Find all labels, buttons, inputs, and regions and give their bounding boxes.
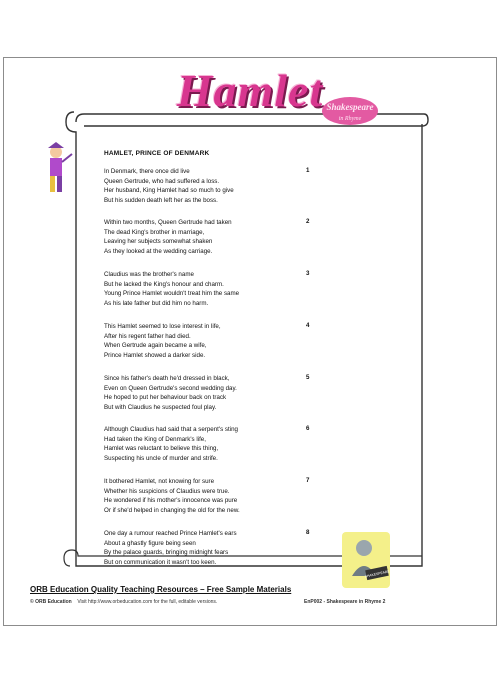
poet-label: SHAKESPEARE (364, 569, 390, 579)
stanza-2: Within two months, Queen Gertrude had taken The dead King's brother in marriage, Leaving her subjects somewhat shaken As they looked at the wedding carriage. (104, 219, 232, 255)
stanza-7: It bothered Hamlet, not knowing for sure Whether his suspicions of Claudius were true. He wondered if his mother's innocence was pure Or if she'd helped in changing the old for the new. (104, 478, 240, 514)
stanza-number-6: 6 (306, 425, 310, 432)
footer-visit-link[interactable]: Visit http://www.orbeducation.com for the full, editable versions. (77, 599, 218, 605)
stanza-number-2: 2 (306, 218, 310, 225)
jester-icon (36, 140, 76, 198)
stanza-number-7: 7 (306, 477, 310, 484)
shakespeare-figure-icon (340, 530, 392, 590)
stanza-number-4: 4 (306, 322, 310, 329)
footer-title: ORB Education Quality Teaching Resources – Free Sample Materials (30, 585, 292, 594)
footer-copyright: © ORB Education (30, 599, 72, 605)
badge-line1: Shakespeare (326, 102, 374, 112)
poem-heading: HAMLET, PRINCE OF DENMARK (104, 150, 210, 157)
stanza-number-3: 3 (306, 270, 310, 277)
footer-code: EnP002 - Shakespeare in Rhyme 2 (304, 599, 386, 605)
shakespeare-in-rhyme-badge (320, 95, 380, 127)
badge-line2: in Rhyme (338, 116, 362, 122)
stanza-6: Although Claudius had said that a serpent's sting Had taken the King of Denmark's life, Hamlet was reluctant to believe this thing, Suspecting his uncle of murder and strife. (104, 426, 238, 462)
stanza-5: Since his father's death he'd dressed in black, Even on Queen Gertrude's second wedding day. He hoped to put her behaviour back on track But with Claudius he suspected foul play. (104, 375, 237, 411)
stanza-number-5: 5 (306, 374, 310, 381)
stanza-4: This Hamlet seemed to lose interest in life, After his regent father had died. When Gertrude again became a wife, Prince Hamlet showed a darker side. (104, 323, 221, 359)
stanza-number-1: 1 (306, 167, 310, 174)
page-title: Hamlet (176, 65, 324, 116)
stanza-8: One day a rumour reached Prince Hamlet's ears About a ghastly figure being seen By the palace guards, bringing midnight fears But on communication it wasn't too keen. (104, 530, 237, 566)
stanza-3: Claudius was the brother's name But he lacked the King's honour and charm. Young Prince Hamlet wouldn't treat him the same As his late father but did him no harm. (104, 271, 240, 307)
stanza-number-8: 8 (306, 529, 310, 536)
footer-left (30, 599, 217, 605)
stanza-1: In Denmark, there once did live Queen Gertrude, who had suffered a loss. Her husband, King Hamlet had so much to give But his sudden death left her as the boss. (104, 168, 234, 204)
